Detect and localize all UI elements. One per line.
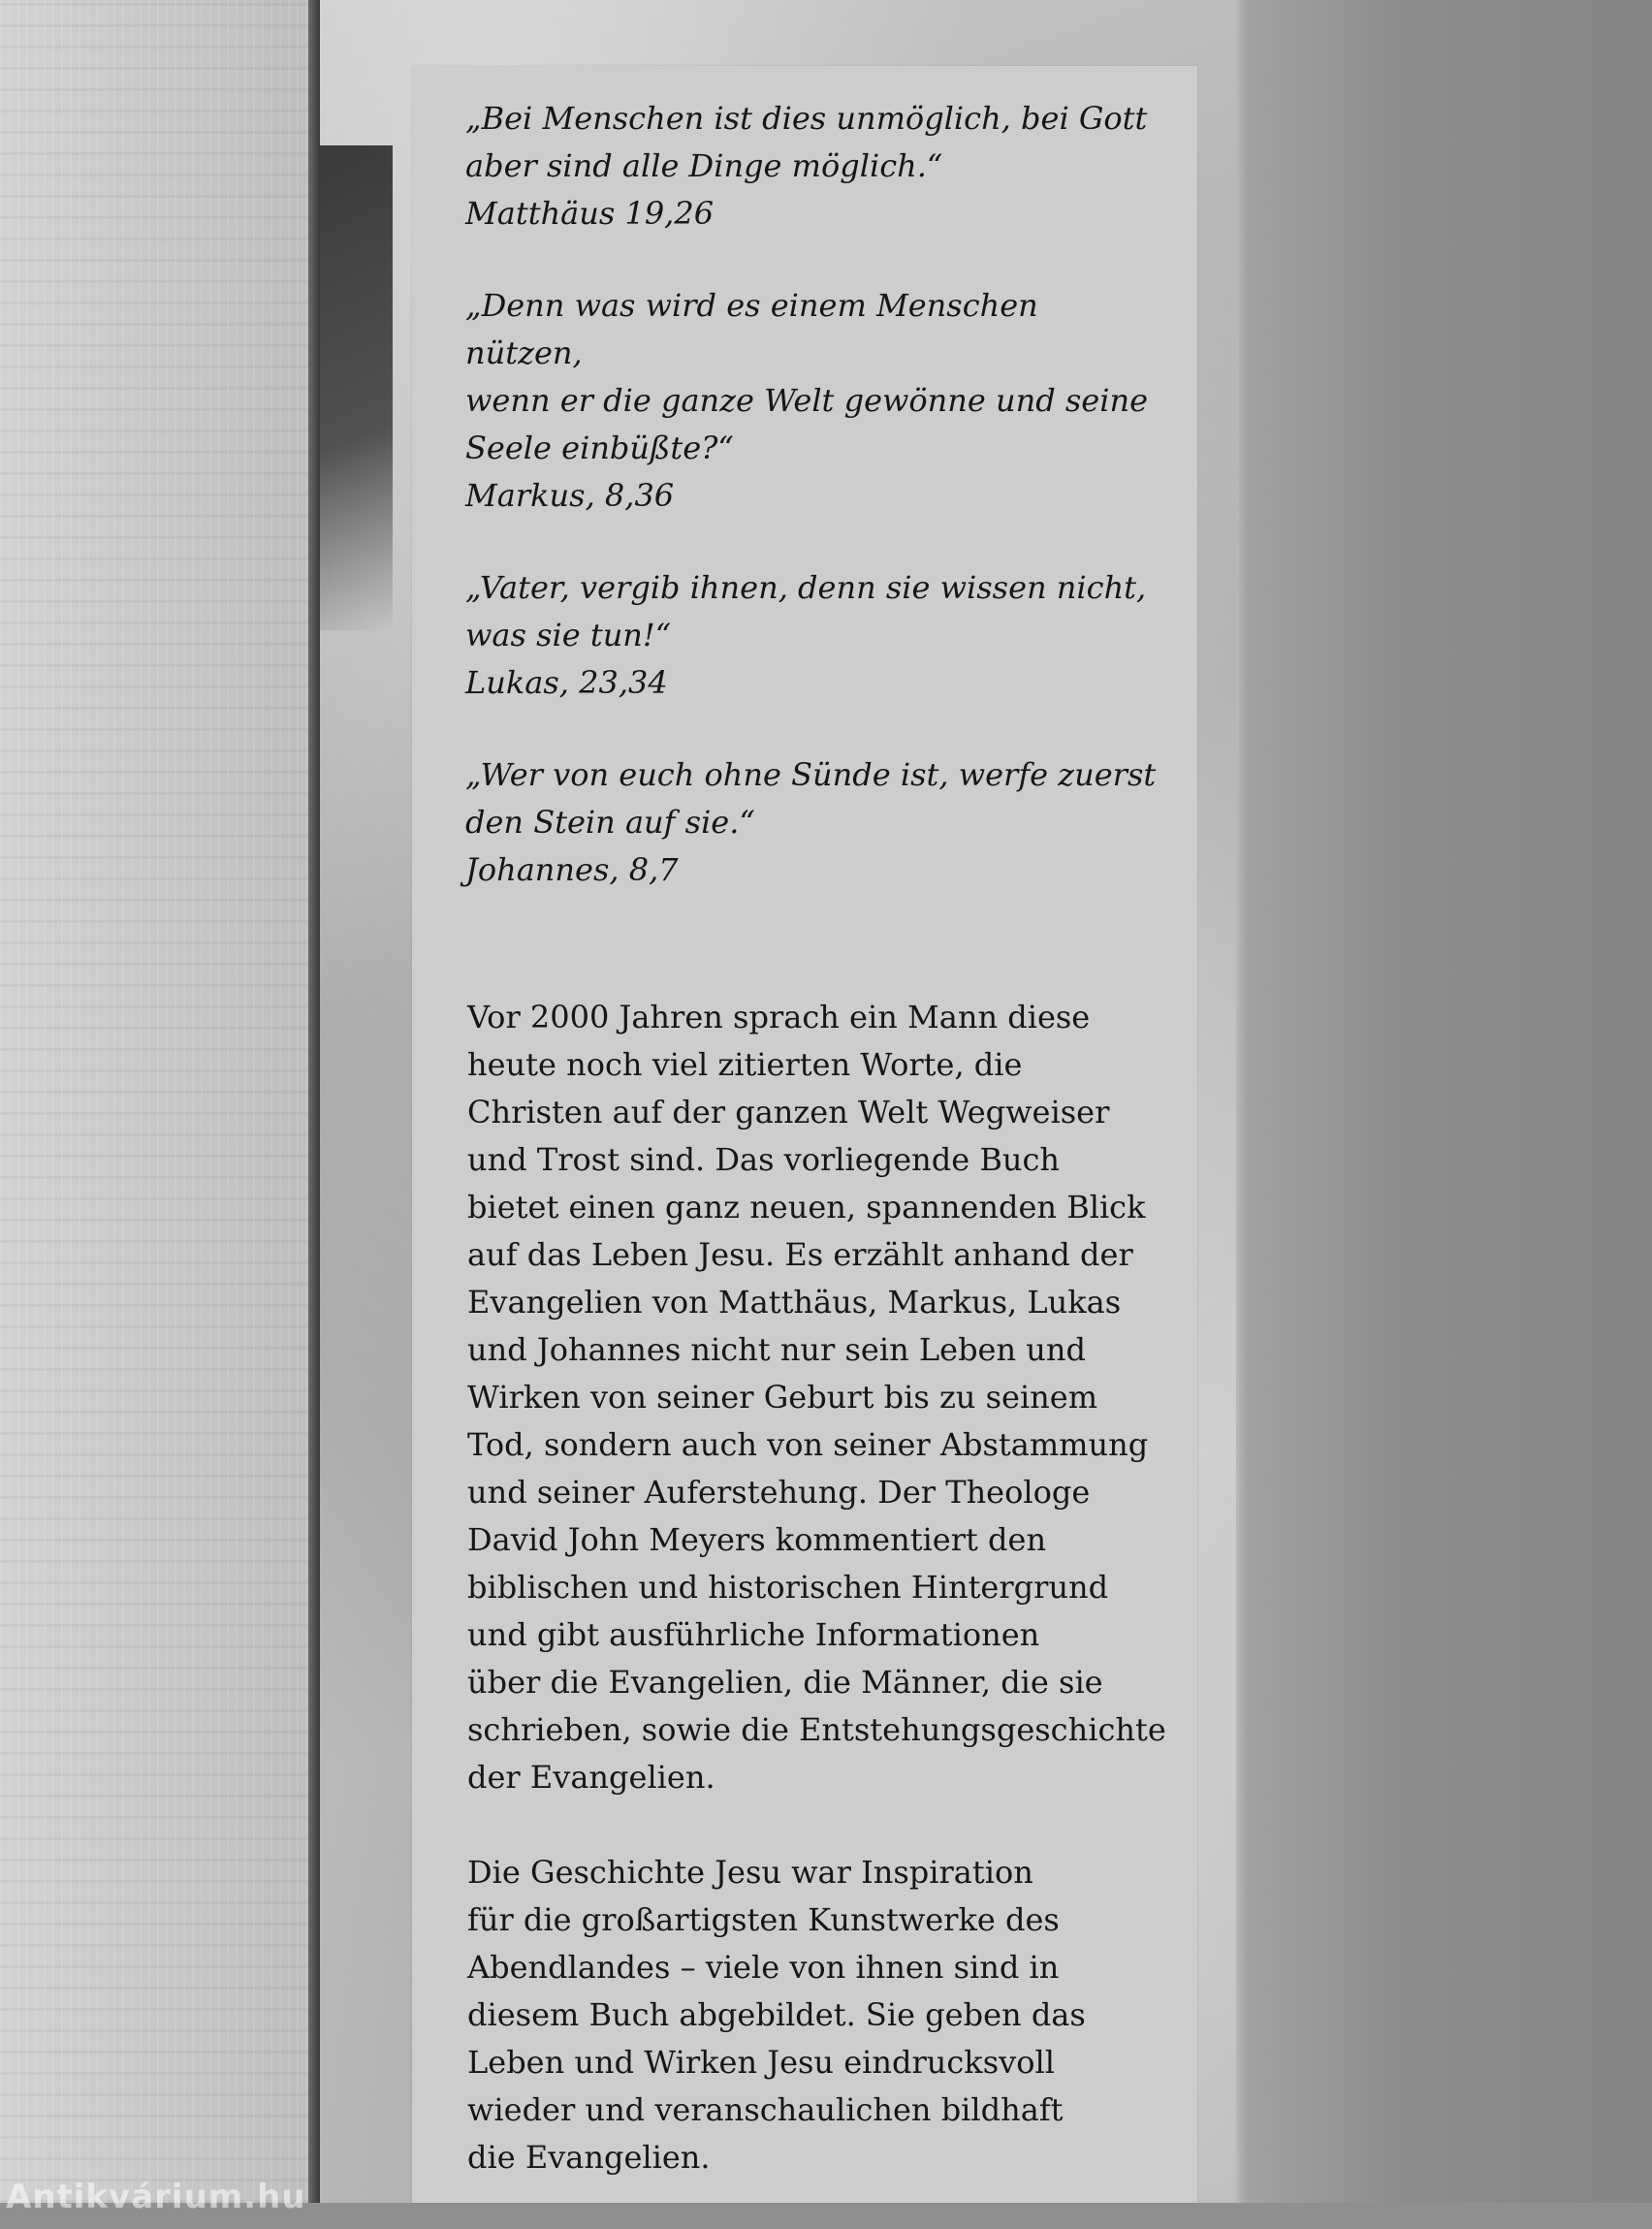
- quote-text: „Denn was wird es einem Menschen nützen, wenn er die ganze Welt gewönne und seine Seele einbüßte?“: [465, 287, 1148, 466]
- wooden-surface-left: [0, 0, 315, 2203]
- quote-reference: Matthäus 19,26: [465, 195, 715, 232]
- watermark-text: Antikvárium.hu: [6, 2178, 306, 2216]
- description-paragraph: Die Geschichte Jesu war Inspiration für die großartigsten Kunstwerke des Abendlandes – viele von ihnen sind in diesem Buch abgebildet. Sie geben das Leben und Wirken Jesu eindrucksvoll wieder und veranschaulichen bildhaft die Evangelien.: [467, 1854, 1086, 2176]
- quote-item: [465, 95, 1163, 238]
- quote-item: [465, 751, 1163, 894]
- cover-artwork-dark-detail: [320, 145, 393, 630]
- quote-reference: Markus, 8,36: [465, 477, 675, 514]
- quote-reference: Johannes, 8,7: [465, 851, 679, 888]
- book-spine-edge: [308, 0, 320, 2203]
- quote-text: „Vater, vergib ihnen, denn sie wissen nicht, was sie tun!“: [465, 569, 1147, 653]
- quote-text: „Wer von euch ohne Sünde ist, werfe zuerst den Stein auf sie.“: [465, 756, 1157, 841]
- quote-item: [465, 282, 1163, 520]
- text-panel: [412, 66, 1197, 2203]
- book-description: [467, 946, 1175, 2229]
- quote-item: [465, 564, 1163, 707]
- grey-background-right: [1246, 0, 1652, 2203]
- bible-quotes: [465, 95, 1163, 939]
- description-paragraph: Vor 2000 Jahren sprach ein Mann diese heute noch viel zitierten Worte, die Christen auf der ganzen Welt Wegweiser und Trost sind. Das vorliegende Buch bietet einen ganz neuen, spannenden Blick auf das Leben Jesu. Es erzählt anhand der Evangelien von Matthäus, Markus, Lukas und Johannes nicht nur sein Leben und Wirken von seiner Geburt bis zu seinem Tod, sondern auch von seiner Abstammung und seiner Auferstehung. Der Theologe David John Meyers kommentiert den biblischen und historischen Hintergrund und gibt ausführliche Informationen über die Evangelien, die Männer, die sie schrieben, sowie die Entstehungsgeschichte der Evangelien.: [467, 999, 1166, 1796]
- quote-text: „Bei Menschen ist dies unmöglich, bei Gott aber sind alle Dinge möglich.“: [465, 100, 1148, 184]
- quote-reference: Lukas, 23,34: [465, 664, 668, 701]
